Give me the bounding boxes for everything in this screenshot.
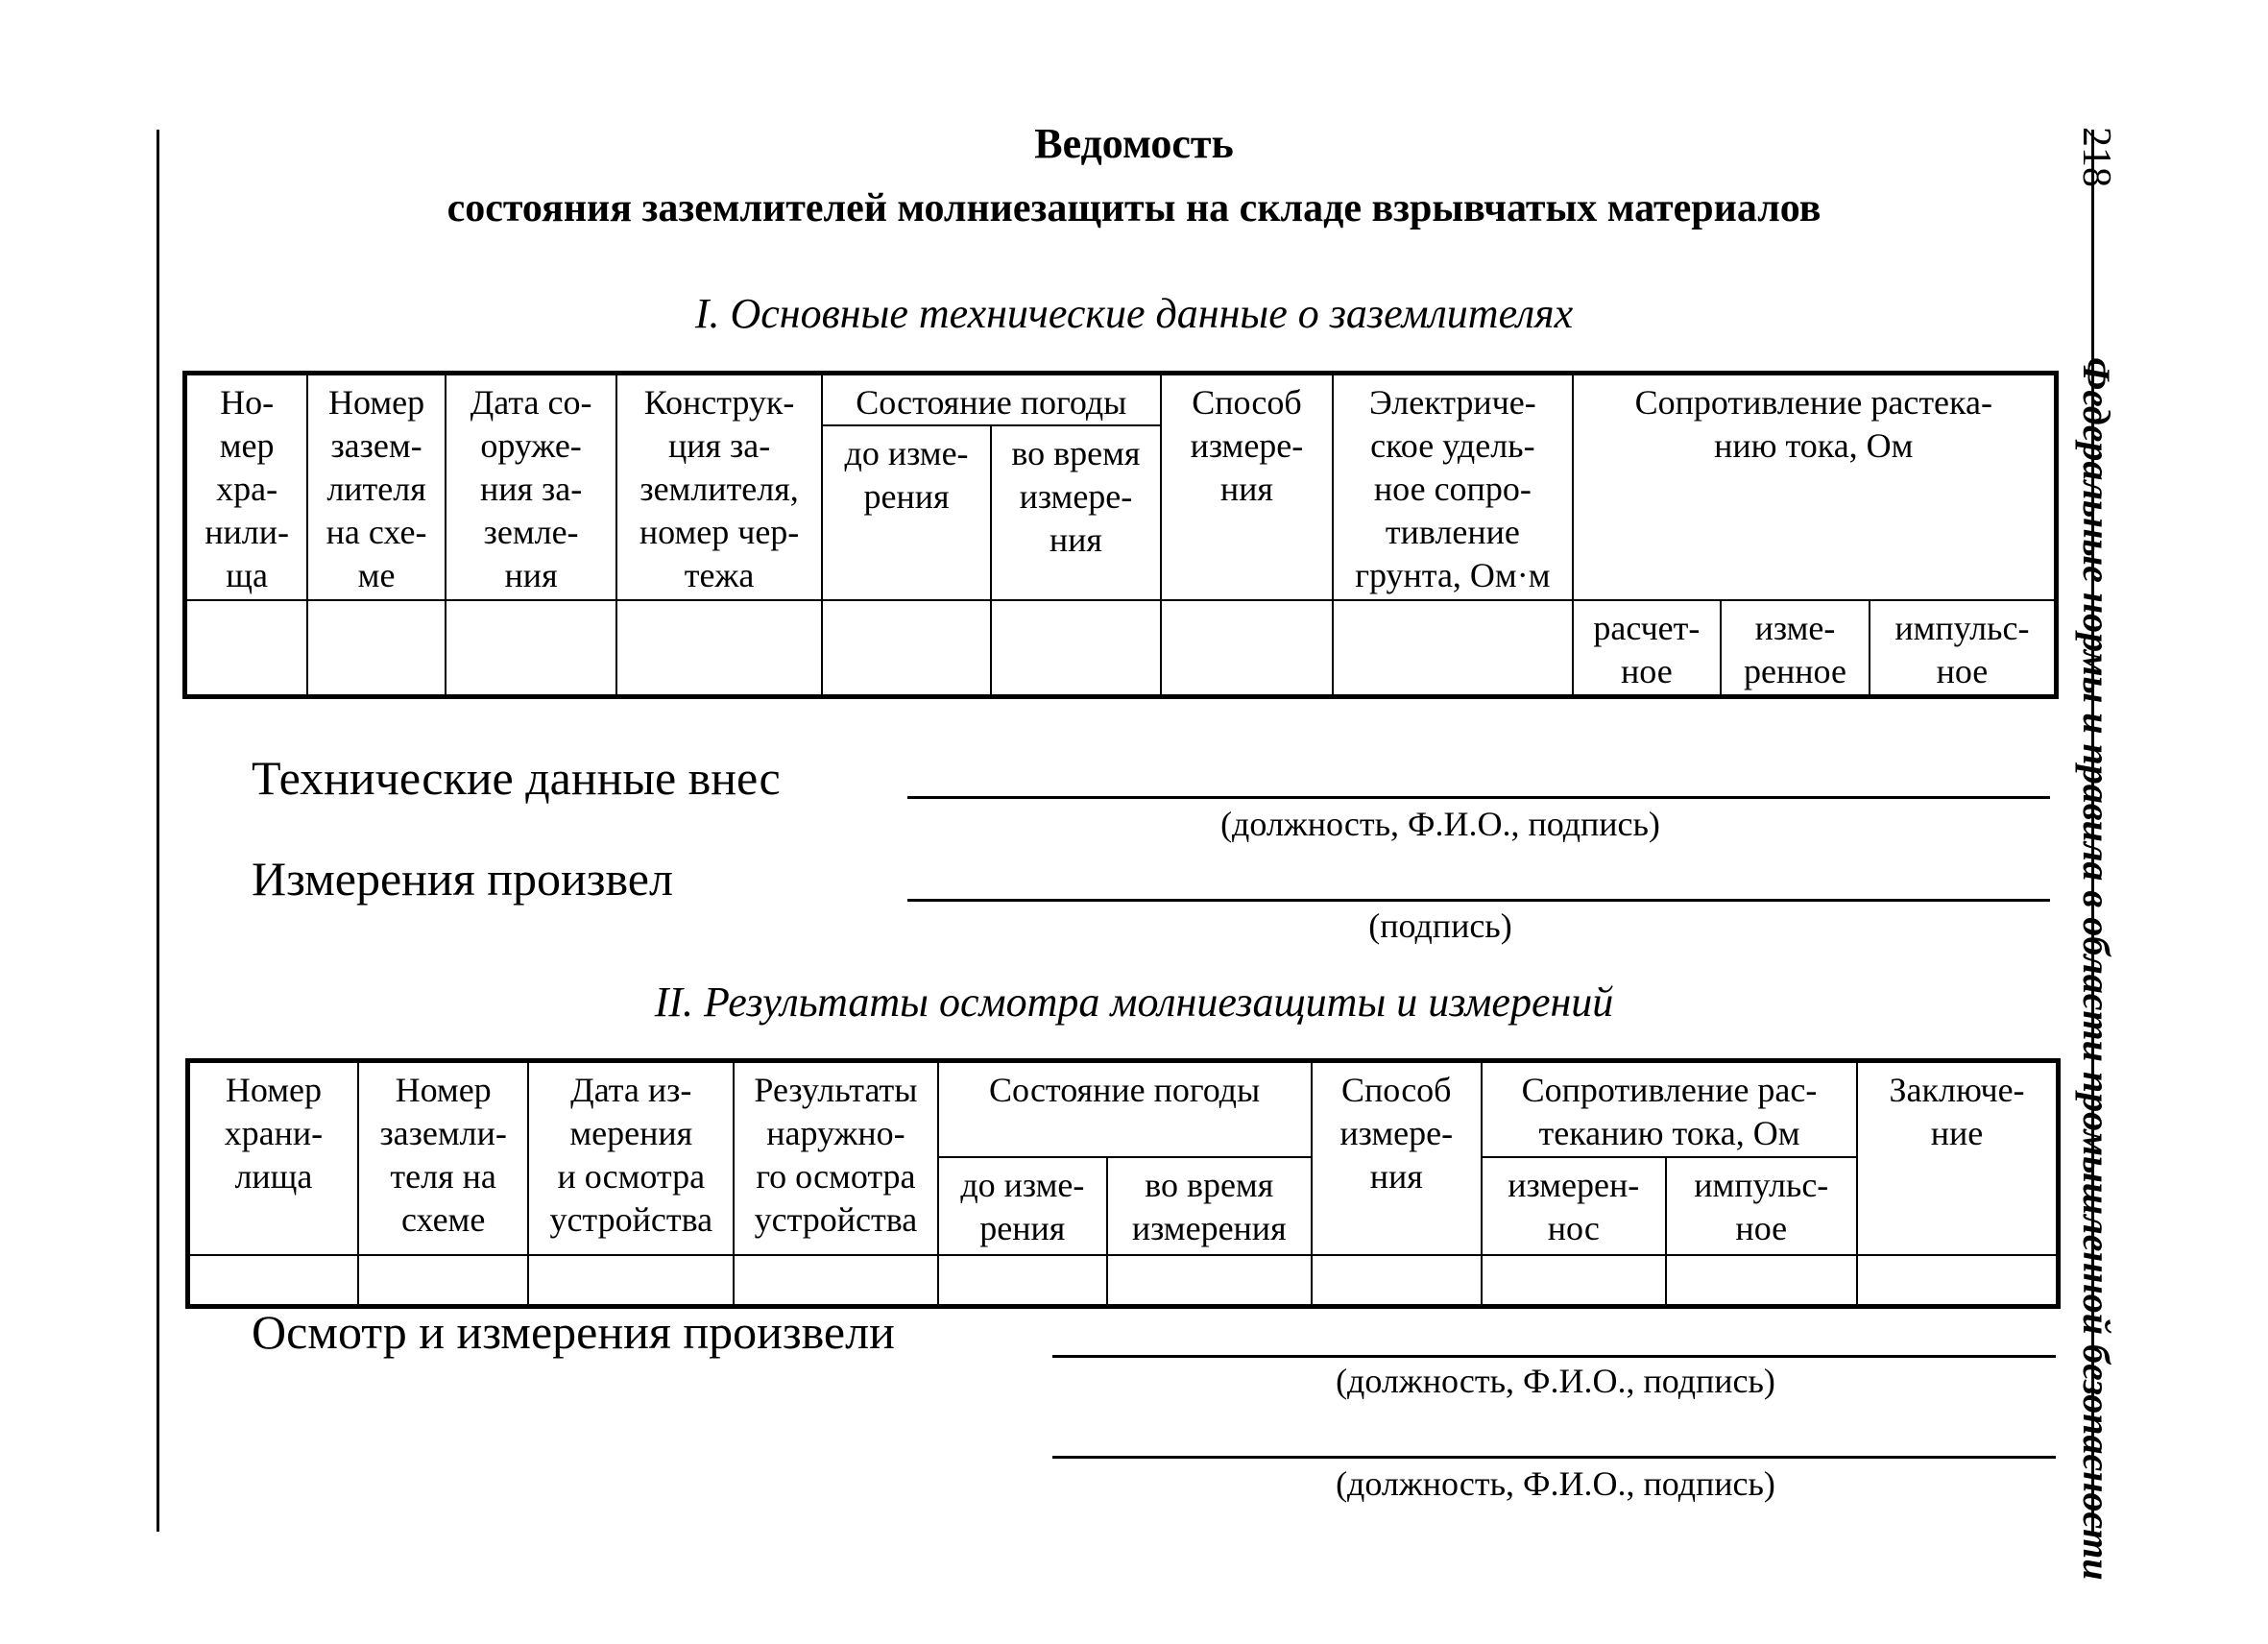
cell-empty[interactable] bbox=[1312, 1255, 1482, 1307]
measured-by-signature-line[interactable] bbox=[907, 899, 2050, 902]
performed-by-signature-line-1[interactable] bbox=[1052, 1355, 2056, 1358]
header-weather: Состояние погоды bbox=[822, 374, 1161, 426]
header-measurement-method: Способ измере- ния bbox=[1161, 374, 1334, 601]
cell-empty[interactable] bbox=[938, 1255, 1107, 1307]
header-weather-before: до изме- рения bbox=[938, 1157, 1107, 1255]
header-soil-resistivity: Электриче- ское удель- ное сопро- тивление грунта, Ом·м bbox=[1333, 374, 1572, 601]
cell-empty[interactable] bbox=[1482, 1255, 1666, 1307]
cell-empty[interactable] bbox=[991, 600, 1161, 696]
header-resistance-measured: измерен- нос bbox=[1482, 1157, 1666, 1255]
inspection-results-table bbox=[185, 1058, 2061, 1309]
performed-by-caption-1: (должность, Ф.И.О., подпись) bbox=[1336, 1362, 1775, 1400]
document-title: Ведомость bbox=[1034, 120, 1234, 167]
header-weather-before: до изме- рения bbox=[822, 425, 991, 600]
header-weather: Состояние погоды bbox=[938, 1061, 1312, 1157]
running-title: Федеральные нормы и правила в области промышленной безопасности bbox=[2075, 357, 2118, 1581]
cell-empty[interactable] bbox=[307, 600, 446, 696]
header-electrode-number: Номер заземли- теля на схеме bbox=[358, 1061, 529, 1255]
left-margin-rule bbox=[157, 130, 159, 1532]
header-construction-date: Дата со- оруже- ния за- земле- ния bbox=[446, 374, 616, 601]
page-number: 218 bbox=[2074, 127, 2118, 187]
measured-by-label: Измерения произвел bbox=[252, 852, 673, 906]
cell-empty[interactable] bbox=[616, 600, 822, 696]
cell-empty[interactable] bbox=[358, 1255, 529, 1307]
cell-empty[interactable] bbox=[185, 600, 308, 696]
header-inspection-date: Дата из- мерения и осмотра устройства bbox=[528, 1061, 734, 1255]
performed-by-caption-2: (должность, Ф.И.О., подпись) bbox=[1336, 1464, 1775, 1503]
performed-by-signature-line-2[interactable] bbox=[1052, 1456, 2056, 1459]
header-measurement-method: Способ измере- ния bbox=[1312, 1061, 1482, 1255]
grounding-data-table bbox=[182, 371, 2059, 699]
section2-heading: II. Результаты осмотра молниезащиты и измерений bbox=[654, 979, 1614, 1026]
header-conclusion: Заключе- ние bbox=[1857, 1061, 2058, 1255]
header-weather-during: во время измерения bbox=[1107, 1157, 1312, 1255]
cell-empty[interactable] bbox=[1333, 600, 1572, 696]
section1-heading: I. Основные технические данные о заземлителях bbox=[694, 290, 1574, 337]
entered-by-caption: (должность, Ф.И.О., подпись) bbox=[1220, 805, 1660, 843]
header-resistance: Сопротивление растека- нию тока, Ом bbox=[1573, 374, 2057, 601]
measured-by-caption: (подпись) bbox=[1368, 907, 1512, 945]
header-inspection-results: Результаты наружно- го осмотра устройства bbox=[734, 1061, 938, 1255]
header-resistance-impulse: импульс- ное bbox=[1666, 1157, 1857, 1255]
cell-empty[interactable] bbox=[1857, 1255, 2058, 1307]
header-resistance: Сопротивление рас- теканию тока, Ом bbox=[1482, 1061, 1857, 1157]
cell-empty[interactable] bbox=[1107, 1255, 1312, 1307]
cell-empty[interactable] bbox=[1666, 1255, 1857, 1307]
header-resistance-measured: изме- ренное bbox=[1721, 600, 1870, 696]
header-storage-number: Но- мер хра- нили- ща bbox=[185, 374, 308, 601]
cell-empty[interactable] bbox=[446, 600, 616, 696]
document-subtitle: состояния заземлителей молниезащиты на складе взрывчатых материалов bbox=[446, 186, 1822, 230]
cell-empty[interactable] bbox=[734, 1255, 938, 1307]
header-storage-number: Номер храни- лища bbox=[188, 1061, 358, 1255]
entered-by-label: Технические данные внес bbox=[252, 751, 781, 805]
header-construction-type: Конструк- ция за- землителя, номер чер- тежа bbox=[616, 374, 822, 601]
cell-empty[interactable] bbox=[528, 1255, 734, 1307]
performed-by-label: Осмотр и измерения произвели bbox=[252, 1305, 895, 1359]
entered-by-signature-line[interactable] bbox=[907, 796, 2050, 799]
header-resistance-calculated: расчет- ное bbox=[1573, 600, 1722, 696]
cell-empty[interactable] bbox=[822, 600, 991, 696]
cell-empty[interactable] bbox=[188, 1255, 358, 1307]
header-resistance-impulse: импульс- ное bbox=[1870, 600, 2057, 696]
header-weather-during: во время измере- ния bbox=[991, 425, 1161, 600]
header-electrode-number: Номер зазем- лителя на схе- ме bbox=[307, 374, 446, 601]
cell-empty[interactable] bbox=[1161, 600, 1334, 696]
